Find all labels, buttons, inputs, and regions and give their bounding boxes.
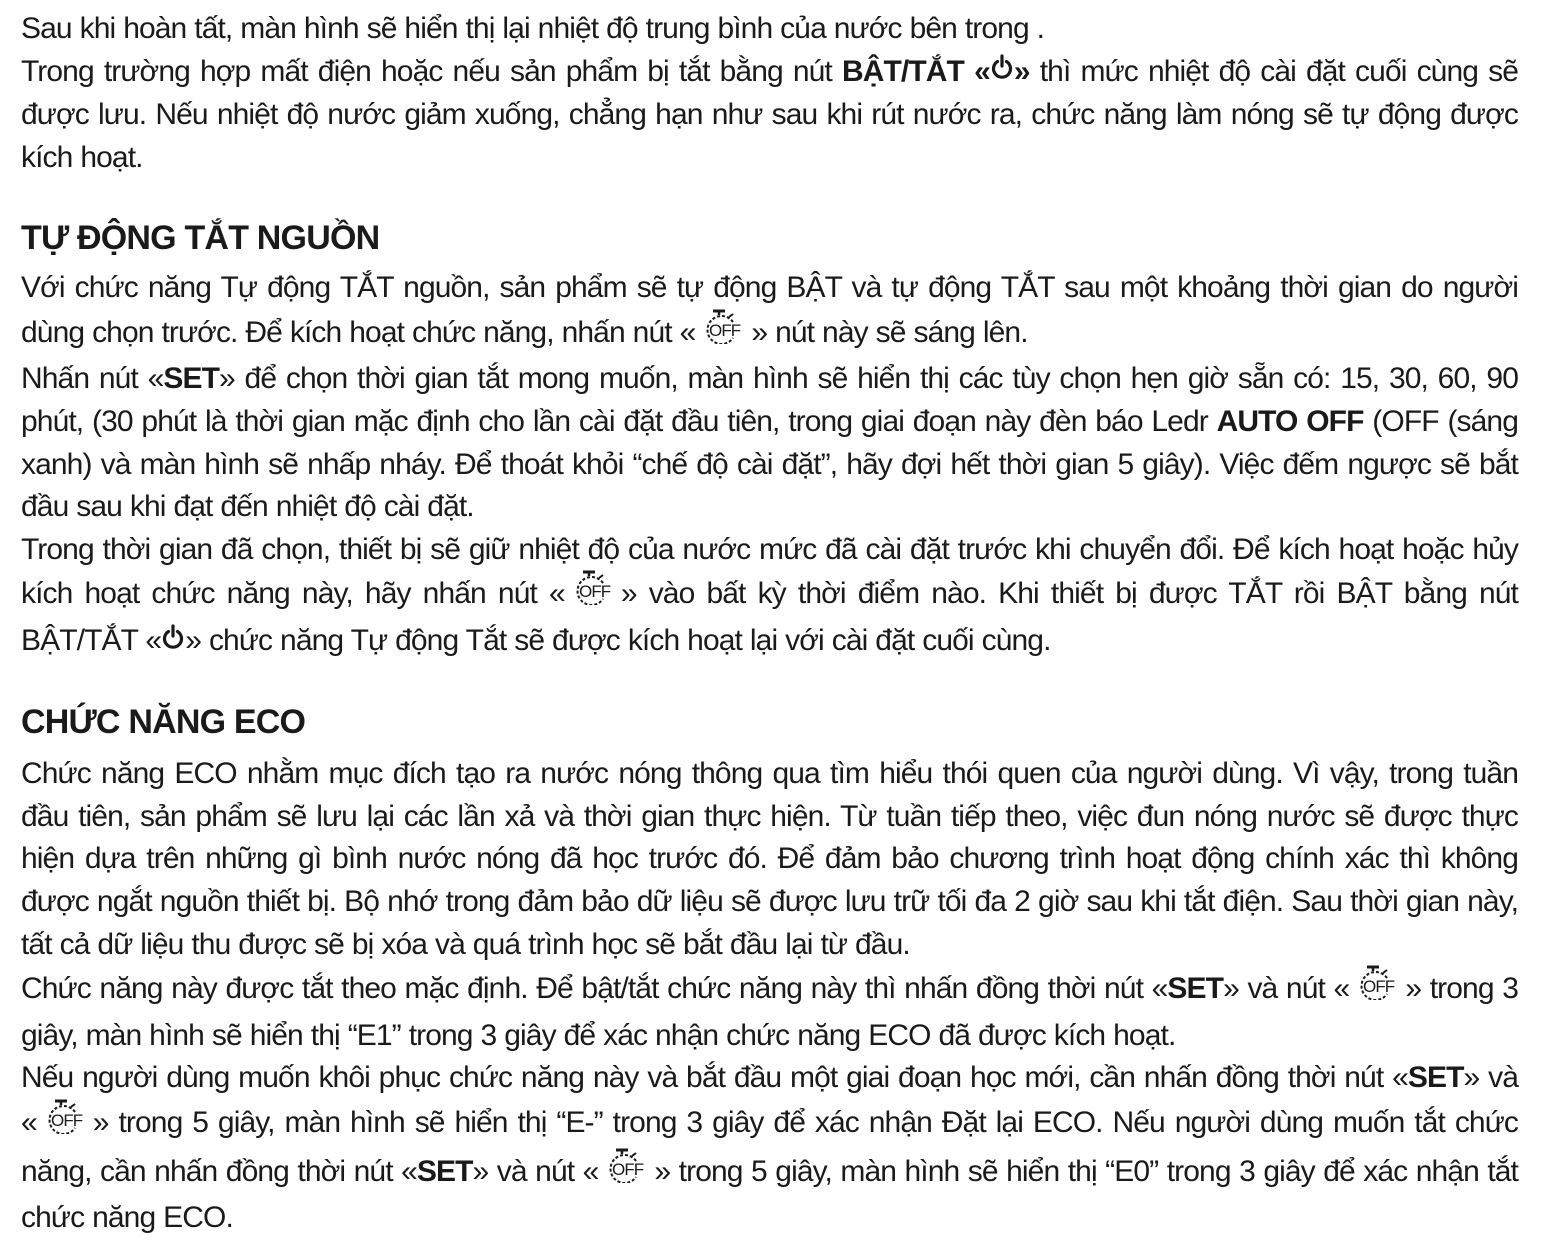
auto-off-text: Trong thời gian đã chọn, thiết bị sẽ giữ nhiệt độ của nước mức đã cài đặt trước khi chuyển đổi. Để kích hoạt hoặc hủy kích hoạt chức năng này, hãy nhấn nút « — [21, 532, 1518, 611]
eco-paragraph — [21, 753, 1518, 1240]
power-button-label: BẬT/TẮT — [841, 54, 964, 88]
intro-text: Trong trường hợp mất điện hoặc nếu sản phẩm bị tắt bằng nút — [21, 54, 842, 88]
eco-text: » trong 5 giây, màn hình sẽ hiển thị “E-” trong 3 giây để xác nhận Đặt lại ECO. Nếu người dùng muốn tắt chức năng, cần nhấn đồng thời nút « — [21, 1106, 1518, 1188]
auto-off-label: AUTO OFF — [1216, 404, 1364, 438]
svg-text:OFF: OFF — [1363, 977, 1395, 997]
off-timer-icon — [695, 308, 751, 357]
guillemet-close: » — [1013, 54, 1030, 88]
auto-off-text: (OFF (sáng xanh) và màn hình sẽ nhấp nháy. Để thoát khỏi “chế độ cài đặt”, hãy đợi hết thời gian 5 giây). Việc đếm ngược sẽ bắt đầu sau khi đạt đến nhiệt độ cài đặt. — [21, 404, 1518, 524]
eco-text: » và nút « — [472, 1154, 599, 1188]
svg-text:OFF: OFF — [709, 320, 741, 340]
set-button-label: SET — [1407, 1061, 1464, 1095]
svg-text:OFF: OFF — [612, 1159, 644, 1179]
auto-off-heading: TỰ ĐỘNG TẮT NGUỒN — [21, 219, 380, 258]
svg-text:OFF: OFF — [578, 582, 611, 602]
auto-off-text: » để chọn thời gian tắt mong muốn, màn hình sẽ hiển thị các tùy chọn hẹn giờ sẵn có: 15, 30, 60, 90 phút, (30 phút là thời gian mặc định cho lần cài đặt đầu tiên, trong giai đoạn này đèn báo Ledr — [21, 362, 1518, 438]
eco-text: Nếu người dùng muốn khôi phục chức năng này và bắt đầu một giai đoạn học mới, cần nhấn đồng thời nút « — [21, 1061, 1408, 1095]
power-icon — [990, 49, 1014, 92]
auto-off-text: » chức năng Tự động Tắt sẽ được kích hoạt lại với cài đặt cuối cùng. — [185, 623, 1051, 657]
auto-off-text: Với chức năng Tự động TẮT nguồn, sản phẩm sẽ tự động BẬT và tự động TẮT sau một khoảng thời gian do người dùng chọn trước. Để kích hoạt chức năng, nhấn nút « — [21, 271, 1518, 349]
intro-line-1: Sau khi hoàn tất, màn hình sẽ hiển thị lại nhiệt độ trung bình của nước bên trong . — [21, 12, 1045, 45]
auto-off-paragraph — [21, 267, 1518, 663]
eco-text: Chức năng này được tắt theo mặc định. Để bật/tắt chức năng này thì nhấn đồng thời nút « — [21, 972, 1168, 1006]
off-timer-icon — [1349, 964, 1405, 1013]
intro-text-end: thì mức nhiệt độ cài đặt cuối cùng sẽ được lưu. Nếu nhiệt độ nước giảm xuống, chẳng hạn như sau khi rút nước ra, chức năng làm nóng sẽ tự động được kích hoạt. — [21, 54, 1518, 174]
off-timer-icon — [565, 569, 621, 618]
auto-off-text: Nhấn nút « — [21, 362, 164, 396]
eco-text: » trong 3 giây, màn hình sẽ hiển thị “E1” trong 3 giây để xác nhận chức năng ECO đã được kích hoạt. — [21, 972, 1518, 1052]
svg-text:OFF: OFF — [50, 1111, 83, 1131]
guillemet-open: « — [974, 54, 990, 88]
eco-text: Chức năng ECO nhằm mục đích tạo ra nước nóng thông qua tìm hiểu thói quen của người dùng. Vì vậy, trong tuần đầu tiên, sản phẩm sẽ lưu lại các lần xả và thời gian thực hiện. Từ tuần tiếp theo, việc đun nóng nước sẽ được thực hiện dựa trên những gì bình nước nóng đã học trước đó. Để đảm bảo chương trình hoạt động chính xác thì không được ngắt nguồn thiết bị. Bộ nhớ trong đảm bảo dữ liệu sẽ được lưu trữ tối đa 2 giờ sau khi tắt điện. Sau thời gian này, tất cả dữ liệu thu được sẽ bị xóa và quá trình học sẽ bắt đầu lại từ đầu. — [21, 757, 1518, 961]
manual-page — [21, 8, 1518, 1240]
off-timer-icon — [598, 1147, 654, 1196]
eco-text: » và « — [21, 1061, 1518, 1140]
set-button-label: SET — [163, 362, 220, 396]
eco-text: » trong 5 giây, màn hình sẽ hiển thị “E0” trong 3 giây để xác nhận tắt chức năng ECO. — [21, 1154, 1518, 1235]
intro-paragraph — [21, 8, 1518, 179]
auto-off-text: » nút này sẽ sáng lên. — [751, 315, 1028, 349]
set-button-label: SET — [1167, 972, 1224, 1006]
power-icon — [161, 619, 185, 662]
auto-off-text: » vào bất kỳ thời điểm nào. Khi thiết bị được TẮT rồi BẬT bằng nút BẬT/TẮT « — [21, 577, 1518, 657]
eco-text: » và nút « — [1223, 972, 1350, 1006]
eco-heading: CHỨC NĂNG ECO — [21, 703, 306, 742]
off-timer-icon — [37, 1098, 93, 1147]
set-button-label: SET — [416, 1154, 473, 1188]
